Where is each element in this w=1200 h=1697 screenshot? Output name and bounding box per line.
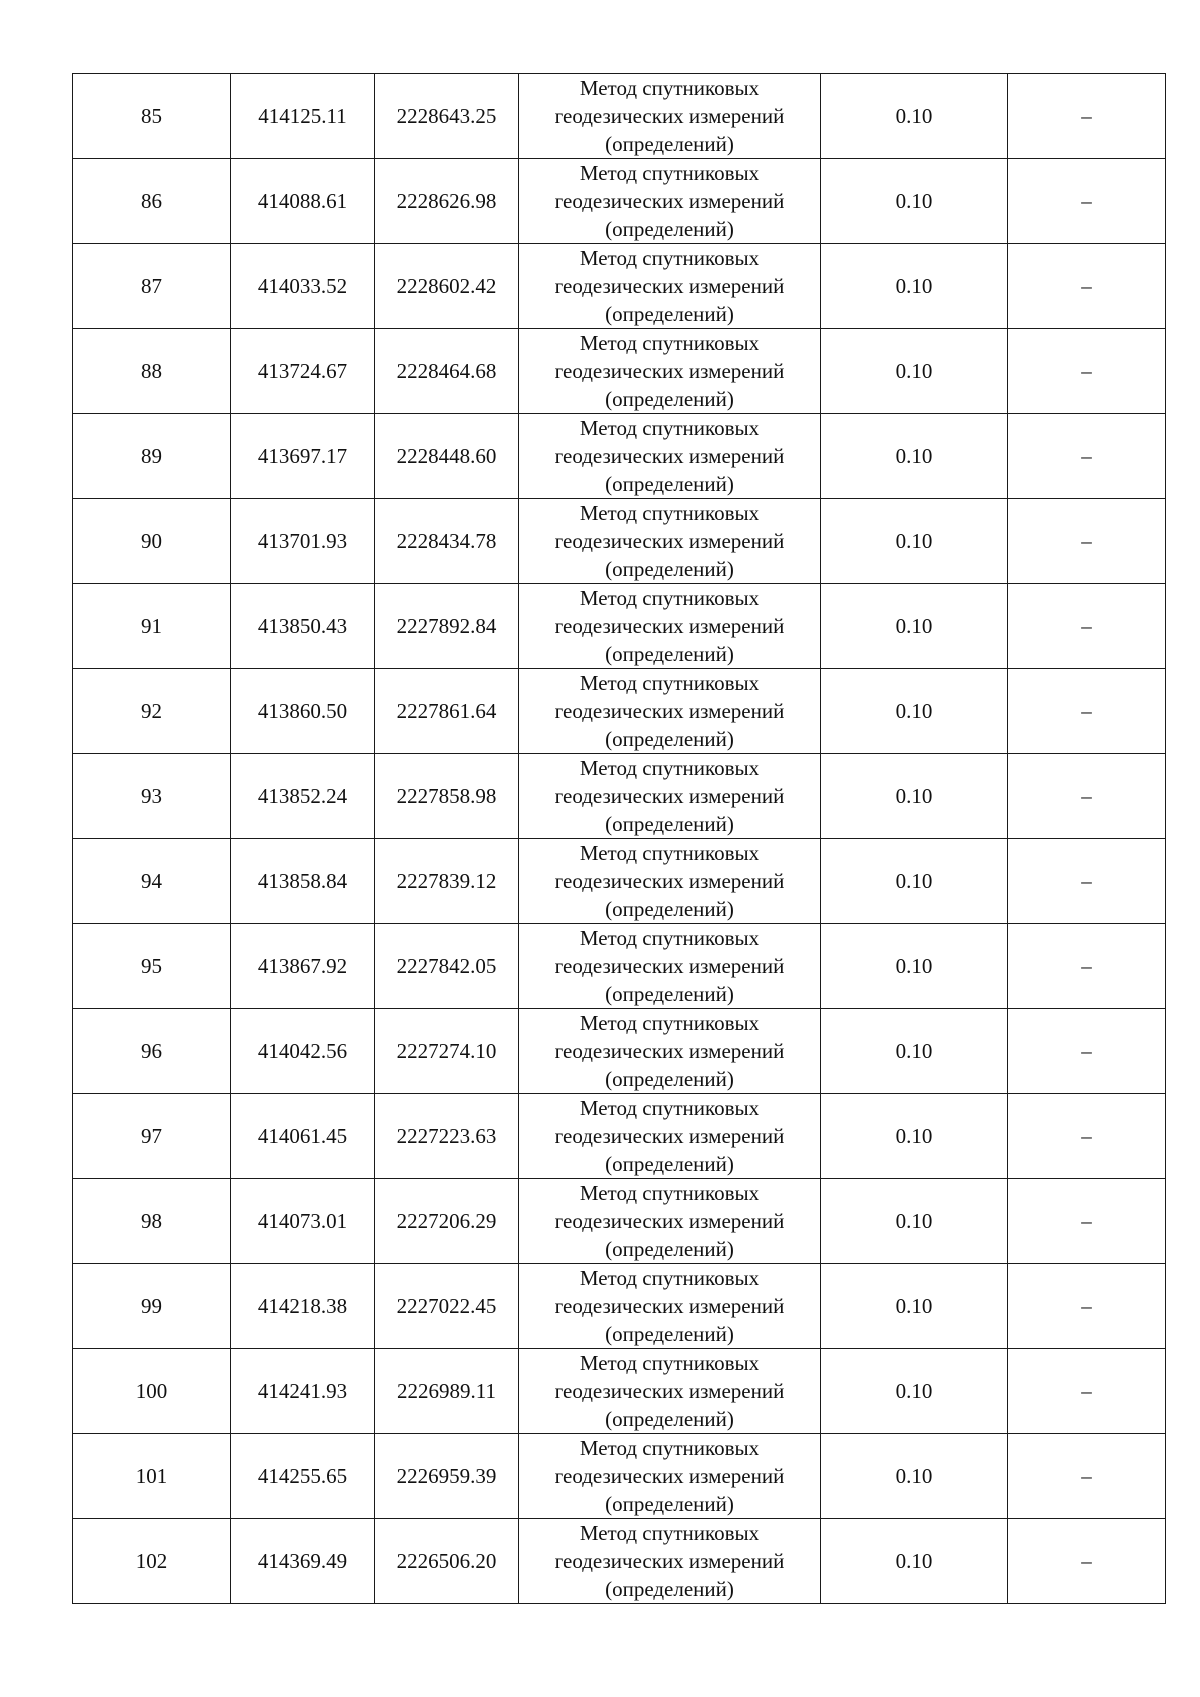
note-cell: – bbox=[1008, 414, 1166, 499]
y-coordinate-cell: 2227206.29 bbox=[375, 1179, 519, 1264]
point-number-cell: 97 bbox=[73, 1094, 231, 1179]
accuracy-cell: 0.10 bbox=[821, 839, 1008, 924]
method-cell: Метод спутниковых геодезических измерений (определений) bbox=[519, 669, 821, 754]
method-cell: Метод спутниковых геодезических измерений (определений) bbox=[519, 839, 821, 924]
table-row bbox=[73, 1094, 1166, 1179]
point-number-cell: 94 bbox=[73, 839, 231, 924]
y-coordinate-cell: 2227858.98 bbox=[375, 754, 519, 839]
note-cell: – bbox=[1008, 1264, 1166, 1349]
y-coordinate-cell: 2227022.45 bbox=[375, 1264, 519, 1349]
accuracy-cell: 0.10 bbox=[821, 74, 1008, 159]
note-cell: – bbox=[1008, 584, 1166, 669]
method-cell: Метод спутниковых геодезических измерений (определений) bbox=[519, 499, 821, 584]
coordinates-table-body bbox=[73, 74, 1166, 1604]
accuracy-cell: 0.10 bbox=[821, 1434, 1008, 1519]
note-cell: – bbox=[1008, 1349, 1166, 1434]
point-number-cell: 95 bbox=[73, 924, 231, 1009]
y-coordinate-cell: 2228626.98 bbox=[375, 159, 519, 244]
method-cell: Метод спутниковых геодезических измерений (определений) bbox=[519, 754, 821, 839]
table-row bbox=[73, 499, 1166, 584]
x-coordinate-cell: 413697.17 bbox=[231, 414, 375, 499]
y-coordinate-cell: 2228448.60 bbox=[375, 414, 519, 499]
point-number-cell: 100 bbox=[73, 1349, 231, 1434]
note-cell: – bbox=[1008, 159, 1166, 244]
note-cell: – bbox=[1008, 329, 1166, 414]
y-coordinate-cell: 2227892.84 bbox=[375, 584, 519, 669]
y-coordinate-cell: 2228434.78 bbox=[375, 499, 519, 584]
note-cell: – bbox=[1008, 1434, 1166, 1519]
point-number-cell: 88 bbox=[73, 329, 231, 414]
coordinates-table bbox=[72, 73, 1166, 1604]
x-coordinate-cell: 413724.67 bbox=[231, 329, 375, 414]
x-coordinate-cell: 414061.45 bbox=[231, 1094, 375, 1179]
accuracy-cell: 0.10 bbox=[821, 1519, 1008, 1604]
point-number-cell: 96 bbox=[73, 1009, 231, 1094]
y-coordinate-cell: 2228602.42 bbox=[375, 244, 519, 329]
note-cell: – bbox=[1008, 74, 1166, 159]
y-coordinate-cell: 2226989.11 bbox=[375, 1349, 519, 1434]
note-cell: – bbox=[1008, 754, 1166, 839]
y-coordinate-cell: 2227274.10 bbox=[375, 1009, 519, 1094]
x-coordinate-cell: 413858.84 bbox=[231, 839, 375, 924]
table-row bbox=[73, 1009, 1166, 1094]
point-number-cell: 92 bbox=[73, 669, 231, 754]
table-row bbox=[73, 159, 1166, 244]
x-coordinate-cell: 414033.52 bbox=[231, 244, 375, 329]
method-cell: Метод спутниковых геодезических измерений (определений) bbox=[519, 584, 821, 669]
accuracy-cell: 0.10 bbox=[821, 414, 1008, 499]
accuracy-cell: 0.10 bbox=[821, 499, 1008, 584]
point-number-cell: 93 bbox=[73, 754, 231, 839]
note-cell: – bbox=[1008, 839, 1166, 924]
x-coordinate-cell: 414369.49 bbox=[231, 1519, 375, 1604]
x-coordinate-cell: 413850.43 bbox=[231, 584, 375, 669]
table-row bbox=[73, 1519, 1166, 1604]
point-number-cell: 99 bbox=[73, 1264, 231, 1349]
note-cell: – bbox=[1008, 1094, 1166, 1179]
method-cell: Метод спутниковых геодезических измерений (определений) bbox=[519, 1519, 821, 1604]
note-cell: – bbox=[1008, 1009, 1166, 1094]
note-cell: – bbox=[1008, 669, 1166, 754]
table-row bbox=[73, 1349, 1166, 1434]
point-number-cell: 102 bbox=[73, 1519, 231, 1604]
method-cell: Метод спутниковых геодезических измерений (определений) bbox=[519, 1179, 821, 1264]
accuracy-cell: 0.10 bbox=[821, 1009, 1008, 1094]
y-coordinate-cell: 2226959.39 bbox=[375, 1434, 519, 1519]
accuracy-cell: 0.10 bbox=[821, 1264, 1008, 1349]
method-cell: Метод спутниковых геодезических измерений (определений) bbox=[519, 1264, 821, 1349]
x-coordinate-cell: 413701.93 bbox=[231, 499, 375, 584]
method-cell: Метод спутниковых геодезических измерений (определений) bbox=[519, 159, 821, 244]
point-number-cell: 101 bbox=[73, 1434, 231, 1519]
point-number-cell: 89 bbox=[73, 414, 231, 499]
method-cell: Метод спутниковых геодезических измерений (определений) bbox=[519, 244, 821, 329]
accuracy-cell: 0.10 bbox=[821, 159, 1008, 244]
note-cell: – bbox=[1008, 1179, 1166, 1264]
method-cell: Метод спутниковых геодезических измерений (определений) bbox=[519, 1434, 821, 1519]
x-coordinate-cell: 414218.38 bbox=[231, 1264, 375, 1349]
y-coordinate-cell: 2226506.20 bbox=[375, 1519, 519, 1604]
x-coordinate-cell: 414125.11 bbox=[231, 74, 375, 159]
accuracy-cell: 0.10 bbox=[821, 754, 1008, 839]
table-row bbox=[73, 414, 1166, 499]
y-coordinate-cell: 2228464.68 bbox=[375, 329, 519, 414]
y-coordinate-cell: 2228643.25 bbox=[375, 74, 519, 159]
method-cell: Метод спутниковых геодезических измерений (определений) bbox=[519, 1094, 821, 1179]
table-row bbox=[73, 839, 1166, 924]
note-cell: – bbox=[1008, 924, 1166, 1009]
x-coordinate-cell: 414088.61 bbox=[231, 159, 375, 244]
point-number-cell: 85 bbox=[73, 74, 231, 159]
note-cell: – bbox=[1008, 244, 1166, 329]
accuracy-cell: 0.10 bbox=[821, 1094, 1008, 1179]
point-number-cell: 86 bbox=[73, 159, 231, 244]
y-coordinate-cell: 2227223.63 bbox=[375, 1094, 519, 1179]
table-row bbox=[73, 1434, 1166, 1519]
table-row bbox=[73, 754, 1166, 839]
x-coordinate-cell: 414042.56 bbox=[231, 1009, 375, 1094]
table-row bbox=[73, 74, 1166, 159]
accuracy-cell: 0.10 bbox=[821, 924, 1008, 1009]
y-coordinate-cell: 2227861.64 bbox=[375, 669, 519, 754]
table-row bbox=[73, 924, 1166, 1009]
point-number-cell: 98 bbox=[73, 1179, 231, 1264]
method-cell: Метод спутниковых геодезических измерений (определений) bbox=[519, 924, 821, 1009]
x-coordinate-cell: 413852.24 bbox=[231, 754, 375, 839]
accuracy-cell: 0.10 bbox=[821, 669, 1008, 754]
point-number-cell: 87 bbox=[73, 244, 231, 329]
method-cell: Метод спутниковых геодезических измерений (определений) bbox=[519, 329, 821, 414]
table-row bbox=[73, 329, 1166, 414]
method-cell: Метод спутниковых геодезических измерений (определений) bbox=[519, 414, 821, 499]
accuracy-cell: 0.10 bbox=[821, 244, 1008, 329]
table-row bbox=[73, 1264, 1166, 1349]
accuracy-cell: 0.10 bbox=[821, 1349, 1008, 1434]
x-coordinate-cell: 413867.92 bbox=[231, 924, 375, 1009]
x-coordinate-cell: 414241.93 bbox=[231, 1349, 375, 1434]
y-coordinate-cell: 2227842.05 bbox=[375, 924, 519, 1009]
x-coordinate-cell: 414255.65 bbox=[231, 1434, 375, 1519]
x-coordinate-cell: 413860.50 bbox=[231, 669, 375, 754]
table-row bbox=[73, 669, 1166, 754]
point-number-cell: 91 bbox=[73, 584, 231, 669]
accuracy-cell: 0.10 bbox=[821, 1179, 1008, 1264]
method-cell: Метод спутниковых геодезических измерений (определений) bbox=[519, 74, 821, 159]
table-row bbox=[73, 584, 1166, 669]
table-row bbox=[73, 244, 1166, 329]
accuracy-cell: 0.10 bbox=[821, 584, 1008, 669]
note-cell: – bbox=[1008, 499, 1166, 584]
y-coordinate-cell: 2227839.12 bbox=[375, 839, 519, 924]
note-cell: – bbox=[1008, 1519, 1166, 1604]
table-row bbox=[73, 1179, 1166, 1264]
point-number-cell: 90 bbox=[73, 499, 231, 584]
method-cell: Метод спутниковых геодезических измерений (определений) bbox=[519, 1349, 821, 1434]
method-cell: Метод спутниковых геодезических измерений (определений) bbox=[519, 1009, 821, 1094]
x-coordinate-cell: 414073.01 bbox=[231, 1179, 375, 1264]
accuracy-cell: 0.10 bbox=[821, 329, 1008, 414]
